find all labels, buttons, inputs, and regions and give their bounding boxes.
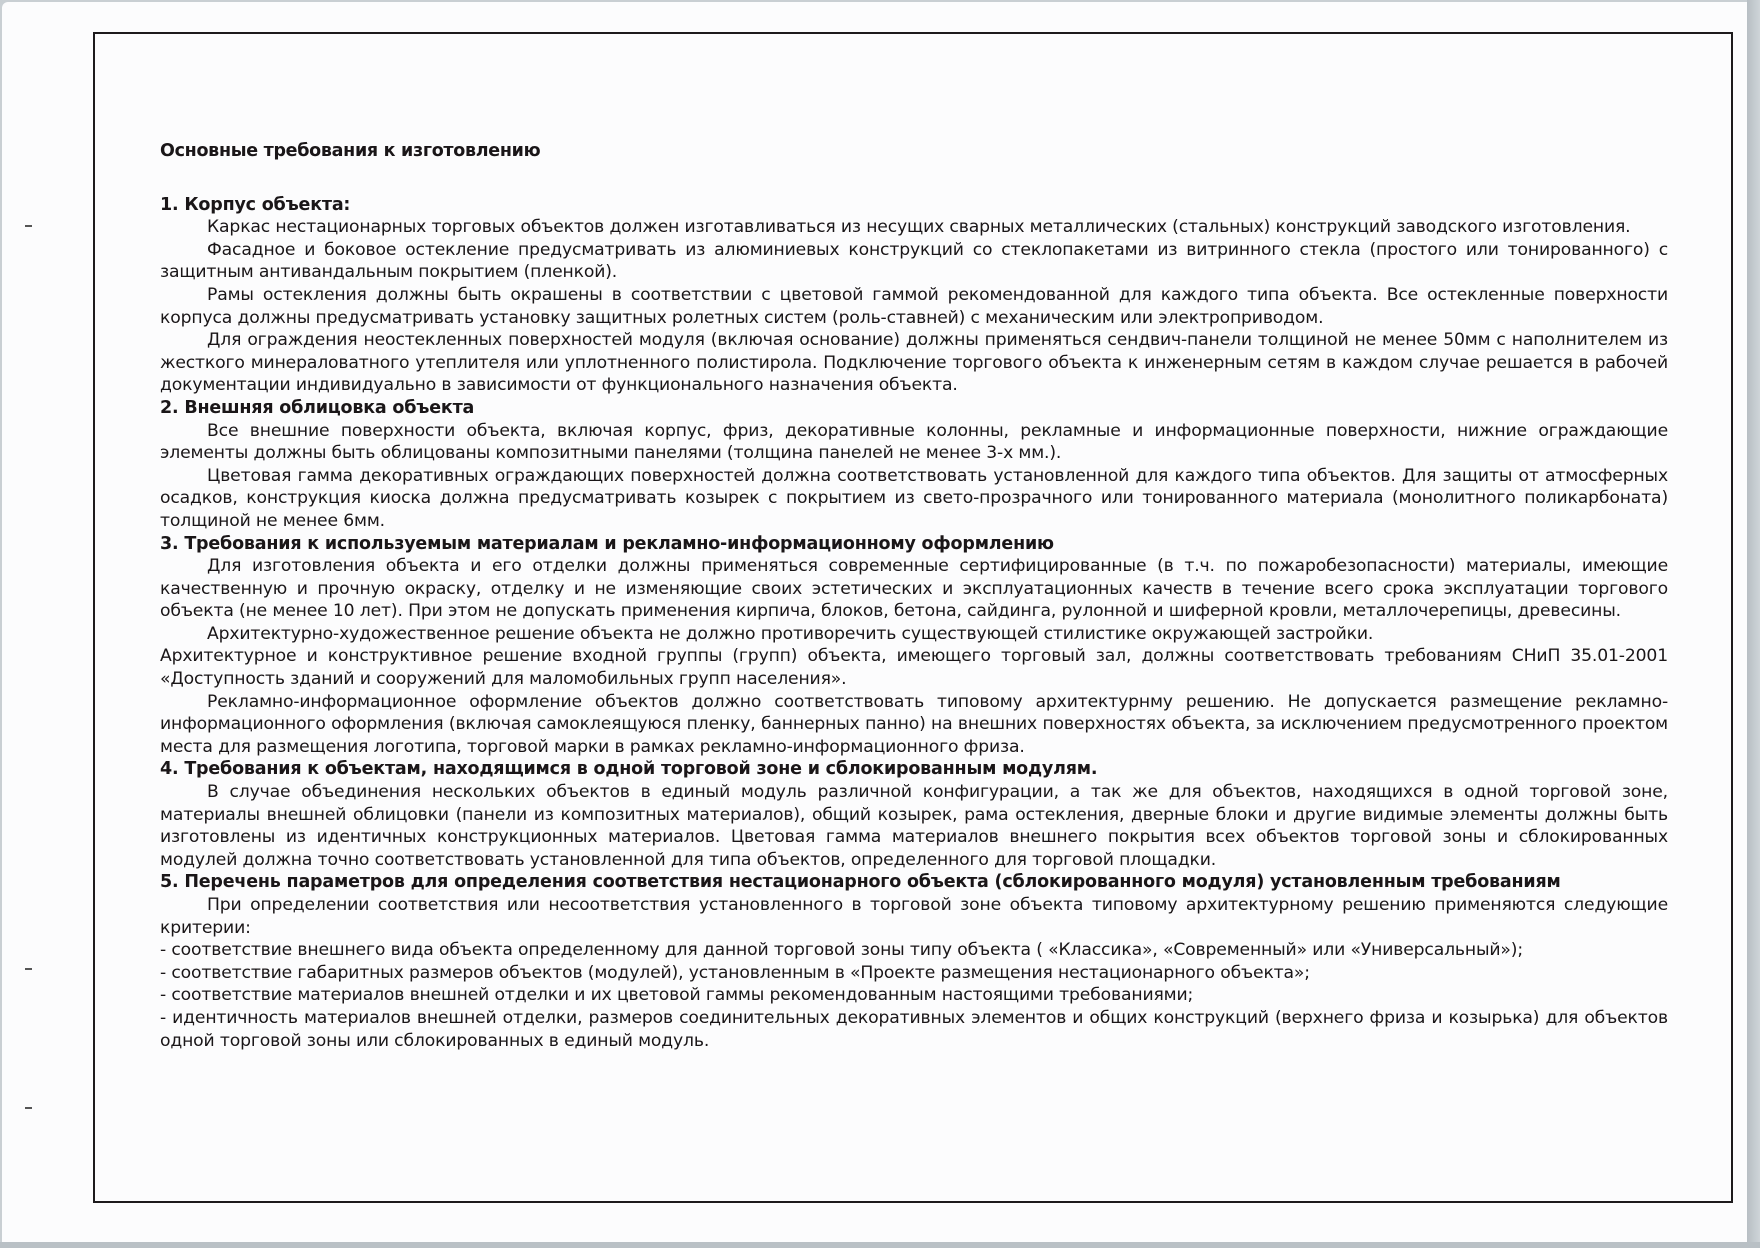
- paragraph: Каркас нестационарных торговых объектов должен изготавливаться из несущих сварных металлических (стальных) конструкций заводского изготовления.: [207, 217, 1631, 238]
- section-5-criteria: [160, 871, 1668, 1052]
- document-body: [160, 140, 1668, 1052]
- section-heading: 5. Перечень параметров для определения соответствия нестационарного объекта (сблокированного модуля) установленным требованиям: [160, 872, 1561, 893]
- paragraph: Архитектурное и конструктивное решение входной группы (групп) объекта, имеющего торговый зал, должны соответствовать требованиям СНиП 35.01-2001 «Доступность зданий и сооружений для маломобильных групп населения».: [160, 646, 1668, 690]
- scan-mark: [25, 225, 32, 227]
- paragraph: В случае объединения нескольких объектов в единый модуль различной конфигурации, а так же для объектов, находящихся в одной торговой зоне, материалы внешней облицовки (панели из композитных материалов), общий козырек, рама остекления, дверные блоки и другие видимые элементы должны быть изготовлены из идентичных конструкционных материалов. Цветовая гамма материалов внешнего покрытия всех объектов торговой зоны и сблокированных модулей должна точно соответствовать установленной для типа объектов, определенного для торговой площадки.: [160, 782, 1668, 870]
- section-4-trade-zone: [160, 758, 1668, 871]
- section-heading: 1. Корпус объекта:: [160, 194, 351, 215]
- scan-mark: [25, 1107, 32, 1109]
- section-heading: 3. Требования к используемым материалам и рекламно-информационному оформлению: [160, 533, 1054, 554]
- section-heading: 4. Требования к объектам, находящимся в одной торговой зоне и сблокированным модулям.: [160, 759, 1098, 780]
- paragraph: Для изготовления объекта и его отделки должны применяться современные сертифицированные (в т.ч. по пожаробезопасности) материалы, имеющие качественную и прочную окраску, отделку и не изменяющие своих эстетических и эксплуатационных качеств в течение всего срока эксплуатации торгового объекта (не менее 10 лет). При этом не допускать применения кирпича, блоков, бетона, сайдинга, рулонной и шиферной кровли, металлочерепицы, древесины.: [160, 556, 1668, 622]
- scanner-edge-bottom: [0, 1242, 1760, 1248]
- paragraph: Все внешние поверхности объекта, включая корпус, фриз, декоративные колонны, рекламные и информационные поверхности, нижние ограждающие элементы должны быть облицованы композитными панелями (толщина панелей не менее 3-х мм.).: [160, 420, 1668, 464]
- paragraph: Цветовая гамма декоративных ограждающих поверхностей должна соответствовать установленной для каждого типа объектов. Для защиты от атмосферных осадков, конструкция киоска должна предусматривать козырек с покрытием из свето-прозрачного или тонированного материала (монолитного поликарбоната) толщиной не менее 6мм.: [160, 465, 1668, 531]
- document-title: Основные требования к изготовлению: [160, 141, 541, 161]
- section-1-body: [160, 194, 1668, 397]
- section-3-materials: [160, 533, 1668, 759]
- section-2-cladding: [160, 397, 1668, 533]
- paragraph: При определении соответствия или несоответствия установленного в торговой зоне объекта типовому архитектурному решению применяются следующие критерии:: [160, 895, 1668, 938]
- scan-mark: [25, 968, 32, 970]
- criteria-list-item: - идентичность материалов внешней отделки, размеров соединительных декоративных элементов и общих конструкций (верхнего фриза и козырька) для объектов одной торговой зоны или сблокированных в единый модуль.: [160, 1007, 1668, 1051]
- paragraph: Архитектурно-художественное решение объекта не должно противоречить существующей стилистике окружающей застройки.: [207, 623, 1374, 644]
- paragraph: Фасадное и боковое остекление предусматривать из алюминиевых конструкций со стеклопакетами из витринного стекла (простого или тонированного) с защитным антивандальным покрытием (пленкой).: [160, 239, 1668, 283]
- paragraph: Рекламно-информационное оформление объектов должно соответствовать типовому архитектурнму решению. Не допускается размещение рекламно-информационного оформления (включая самоклеящуюся пленку, баннерных панно) на внешних поверхностях объекта, за исключением предусмотренного проектом места для размещения логотипа, торговой марки в рамках рекламно-информационного фриза.: [160, 691, 1668, 757]
- scanner-edge-right: [1747, 0, 1760, 1248]
- criteria-list-item: - соответствие внешнего вида объекта определенному для данной торговой зоны типу объекта ( «Классика», «Современный» или «Универсальный»);: [160, 940, 1523, 961]
- section-heading: 2. Внешняя облицовка объекта: [160, 397, 475, 418]
- criteria-list-item: - соответствие габаритных размеров объектов (модулей), установленным в «Проекте размещения нестационарного объекта»;: [160, 962, 1310, 983]
- paragraph: Рамы остекления должны быть окрашены в соответствии с цветовой гаммой рекомендованной для каждого типа объекта. Все остекленные поверхности корпуса должны предусматривать установку защитных ролетных систем (роль-ставней) с механическим или электроприводом.: [160, 284, 1668, 328]
- criteria-list-item: - соответствие материалов внешней отделки и их цветовой гаммы рекомендованным настоящими требованиями;: [160, 985, 1194, 1006]
- paragraph: Для ограждения неостекленных поверхностей модуля (включая основание) должны применяться сендвич-панели толщиной не менее 50мм с наполнителем из жесткого минераловатного утеплителя или уплотненного полистирола. Подключение торгового объекта к инженерным сетям в каждом случае решается в рабочей документации индивидуально в зависимости от функционального назначения объекта.: [160, 330, 1668, 396]
